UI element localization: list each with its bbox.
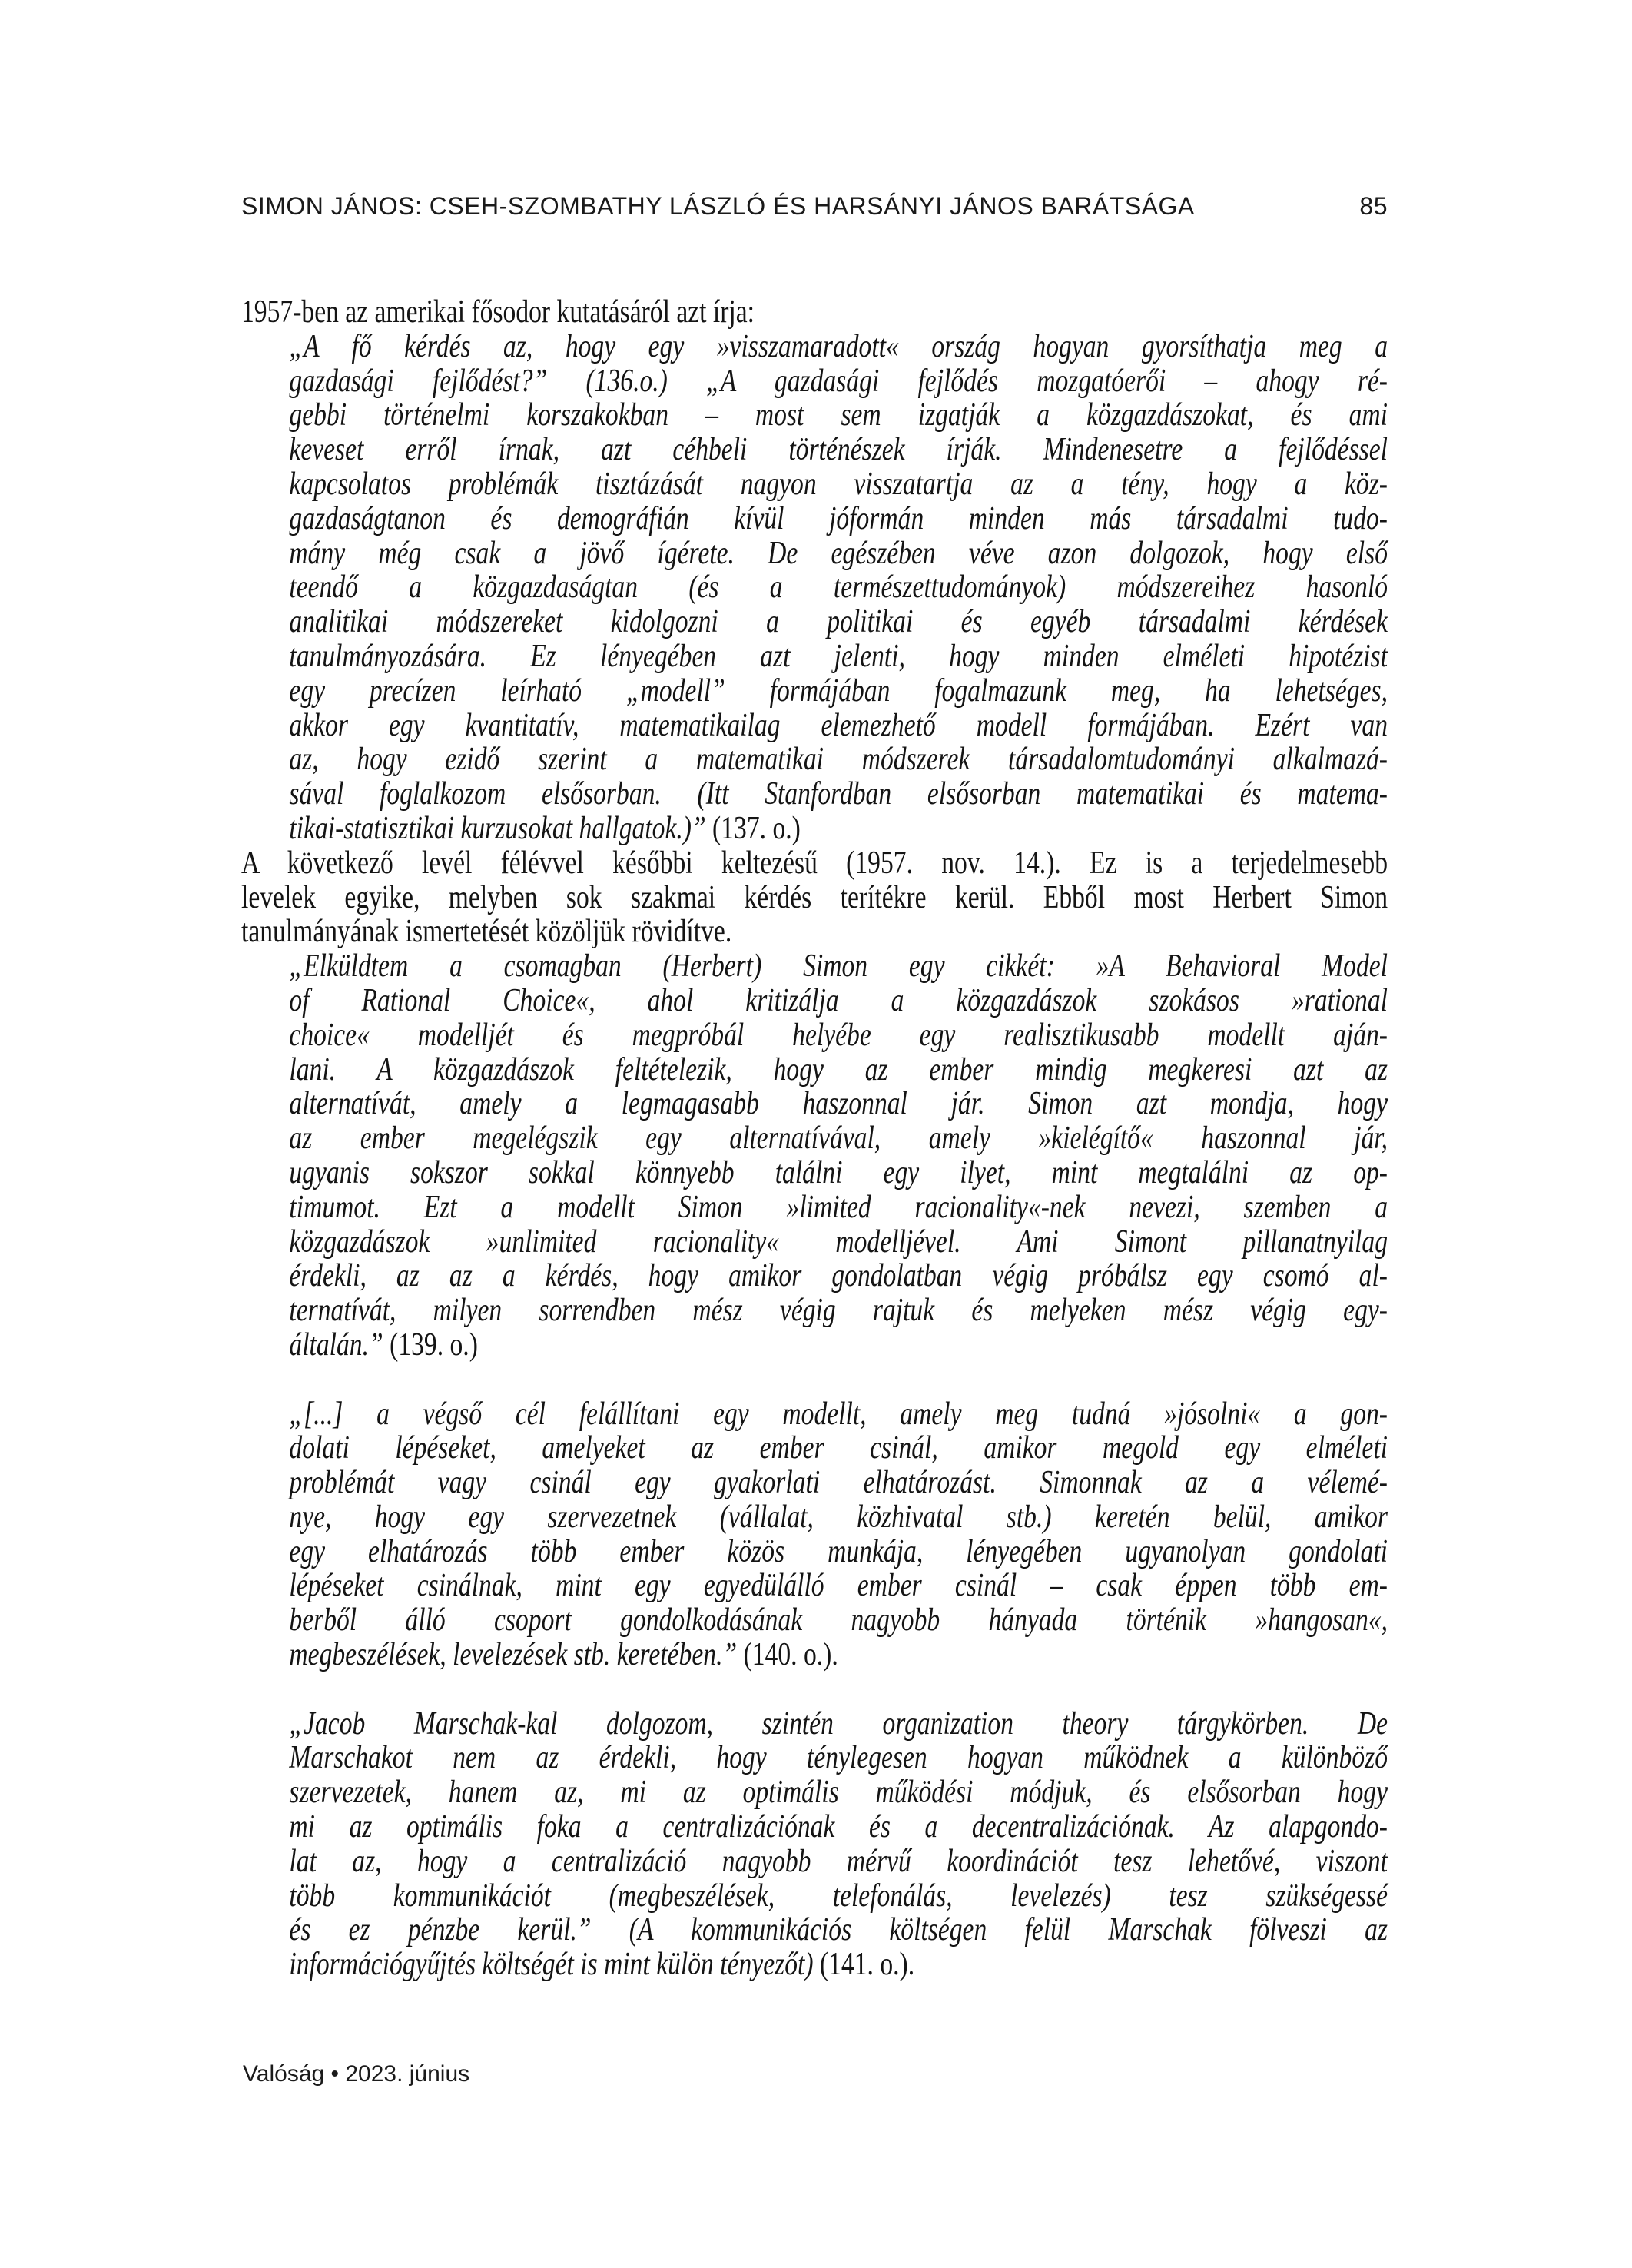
- text-segment: kapcsolatos problémák tisztázását nagyon visszatartja az a tény, hogy a köz-: [289, 466, 1388, 502]
- text-segment: közgazdászok »unlimited racionality« modelljével. Ami Simont pillanatnyilag: [289, 1224, 1388, 1260]
- text-segment: nye, hogy egy szervezetnek (vállalat, közhivatal stb.) keretén belül, amikor: [289, 1499, 1388, 1535]
- text-line: [289, 364, 1388, 399]
- text-segment: gebbi történelmi korszakokban – most sem izgatják a közgazdászokat, és ami: [289, 397, 1388, 433]
- text-segment: tanulmányozására. Ez lényegében azt jelenti, hogy minden elméleti hipotézist: [289, 638, 1388, 674]
- page-reference: (140. o.).: [743, 1637, 838, 1673]
- text-line: [289, 605, 1388, 639]
- text-line: [289, 1293, 1388, 1328]
- text-line: [289, 1225, 1388, 1260]
- text-segment: mi az optimális foka a centralizációnak és a decentralizációnak. Az alapgondo-: [289, 1809, 1388, 1845]
- text-line: [289, 398, 1388, 433]
- text-line: [289, 639, 1388, 674]
- text-segment: információgyűjtés költségét is mint külön tényezőt): [289, 1947, 820, 1983]
- text-segment: alternatívát, amely a legmagasabb haszonnal jár. Simon azt mondja, hogy: [289, 1086, 1388, 1122]
- text-segment: általán.”: [289, 1327, 390, 1363]
- text-segment: lani. A közgazdászok feltételezik, hogy az ember mindig megkeresi azt az: [289, 1051, 1388, 1088]
- text-segment: gazdasági fejlődést?” (136.o.) „A gazdasági fejlődés mozgatóerői – ahogy ré-: [289, 363, 1388, 399]
- text-line: [289, 709, 1388, 743]
- running-header: [241, 192, 1388, 221]
- text-segment: „Jacob Marschak-kal dolgozom, szintén organization theory tárgykörben. De: [289, 1705, 1388, 1742]
- text-segment: tikai-statisztikai kurzusokat hallgatok.)”: [289, 810, 713, 846]
- quoted-letter-excerpt: [241, 330, 1388, 846]
- text-line: [289, 1913, 1388, 1948]
- text-line: [289, 502, 1388, 536]
- footer-text: Valóság • 2023. június: [243, 2061, 470, 2087]
- text-line: [289, 1190, 1388, 1225]
- text-line: [289, 1845, 1388, 1879]
- text-line: [241, 881, 1388, 915]
- text-segment: és ez pénzbe kerül.” (A kommunikációs költségen felül Marschak fölveszi az: [289, 1912, 1388, 1948]
- text-line: [289, 1500, 1388, 1535]
- text-segment: több kommunikációt (megbeszélések, telefonálás, levelezés) tesz szükségessé: [289, 1878, 1388, 1914]
- quoted-letter-excerpt: [241, 1397, 1388, 1672]
- text-segment: analitikai módszereket kidolgozni a politikai és egyéb társadalmi kérdések: [289, 604, 1388, 640]
- text-line: [289, 1087, 1388, 1121]
- text-block: [241, 295, 1388, 1982]
- quoted-letter-excerpt: [241, 1707, 1388, 1982]
- text-segment: az, hogy ezidő szerint a matematikai módszerek társadalomtudományi alkalmazá-: [289, 742, 1388, 778]
- text-segment: tanulmányának ismertetését közöljük rövidítve.: [241, 914, 732, 950]
- text-line: [289, 1569, 1388, 1603]
- text-line: [241, 295, 1388, 330]
- text-line: [289, 433, 1388, 467]
- text-segment: „Elküldtem a csomagban (Herbert) Simon egy cikkét: »A Behavioral Model: [289, 948, 1388, 985]
- running-footer: [243, 2061, 469, 2087]
- text-line: [289, 1707, 1388, 1742]
- text-line: [289, 742, 1388, 777]
- text-segment: A következő levél félévvel későbbi keltezésű (1957. nov. 14.). Ez is a terjedelmesebb: [241, 845, 1388, 881]
- text-segment: dolati lépéseket, amelyeket az ember csinál, amikor megold egy elméleti: [289, 1430, 1388, 1466]
- text-segment: érdekli, az az a kérdés, hogy amikor gondolatban végig próbálsz egy csomó al-: [289, 1258, 1388, 1294]
- text-line: [289, 1741, 1388, 1775]
- page-number: 85: [1359, 192, 1388, 220]
- text-segment: sával foglalkozom elsősorban. (Itt Stanfordban elsősorban matematikai és matema-: [289, 776, 1388, 812]
- text-segment: megbeszélések, levelezések stb. keretében.”: [289, 1637, 744, 1673]
- text-line: [289, 570, 1388, 605]
- paragraph-gap: [241, 1672, 1388, 1707]
- page-reference: (137. o.): [712, 810, 801, 846]
- text-segment: lépéseket csinálnak, mint egy egyedülálló ember csinál – csak éppen több em-: [289, 1568, 1388, 1604]
- text-line: [289, 812, 1388, 846]
- text-segment: choice« modelljét és megpróbál helyébe egy realisztikusabb modellt aján-: [289, 1017, 1388, 1053]
- page-body: [241, 295, 1388, 1982]
- text-line: [289, 467, 1388, 502]
- text-line: [289, 1259, 1388, 1293]
- text-segment: szervezetek, hanem az, mi az optimális működési módjuk, és elsősorban hogy: [289, 1775, 1388, 1811]
- text-segment: of Rational Choice«, ahol kritizálja a közgazdászok szokásos »rational: [289, 982, 1388, 1018]
- text-line: [289, 1018, 1388, 1053]
- text-segment: Marschakot nem az érdekli, hogy ténylegesen hogyan működnek a különböző: [289, 1740, 1388, 1776]
- body-paragraph: [241, 295, 1388, 330]
- header-title: SIMON JÁNOS: CSEH-SZOMBATHY LÁSZLÓ ÉS HARSÁNYI JÁNOS BARÁTSÁGA: [241, 192, 1195, 220]
- text-segment: berből álló csoport gondolkodásának nagyobb hányada történik »hangosan«,: [289, 1602, 1388, 1639]
- text-segment: keveset erről írnak, azt céhbeli történészek írják. Mindenesetre a fejlődéssel: [289, 432, 1388, 468]
- text-line: [289, 1535, 1388, 1569]
- text-line: [289, 1053, 1388, 1088]
- text-line: [289, 984, 1388, 1018]
- text-segment: 1957-ben az amerikai fősodor kutatásáról azt írja:: [241, 294, 755, 330]
- page-reference: (139. o.): [390, 1327, 478, 1363]
- text-line: [289, 1121, 1388, 1156]
- text-segment: akkor egy kvantitatív, matematikailag elemezhető modell formájában. Ezért van: [289, 707, 1388, 743]
- text-segment: levelek egyike, melyben sok szakmai kérdés terítékre kerül. Ebből most Herbert Simon: [241, 879, 1388, 915]
- text-segment: az ember megelégszik egy alternatívával, amely »kielégítő« haszonnal jár,: [289, 1121, 1388, 1157]
- quoted-letter-excerpt: [241, 949, 1388, 1363]
- text-segment: egy elhatározás több ember közös munkája, lényegében ugyanolyan gondolati: [289, 1533, 1388, 1569]
- text-segment: teendő a közgazdaságtan (és a természettudományok) módszereihez hasonló: [289, 569, 1388, 606]
- text-line: [289, 1638, 1388, 1672]
- page-reference: (141. o.).: [819, 1947, 915, 1983]
- text-line: [289, 330, 1388, 364]
- text-segment: timumot. Ezt a modellt Simon »limited racionality«-nek nevezi, szemben a: [289, 1189, 1388, 1225]
- text-line: [289, 1431, 1388, 1466]
- text-line: [289, 1775, 1388, 1810]
- text-segment: egy precízen leírható „modell” formájában fogalmazunk meg, ha lehetséges,: [289, 672, 1388, 709]
- text-line: [289, 949, 1388, 984]
- text-line: [289, 536, 1388, 571]
- text-segment: ugyanis sokszor sokkal könnyebb találni egy ilyet, mint megtalálni az op-: [289, 1154, 1388, 1190]
- text-line: [241, 915, 1388, 949]
- text-line: [289, 1156, 1388, 1190]
- paragraph-gap: [241, 1363, 1388, 1397]
- text-line: [289, 1603, 1388, 1638]
- text-segment: „A fő kérdés az, hogy egy »visszamaradott« ország hogyan gyorsíthatja meg a: [289, 328, 1388, 364]
- body-paragraph: [241, 846, 1388, 949]
- text-line: [289, 777, 1388, 812]
- text-line: [241, 846, 1388, 881]
- text-segment: ternatívát, milyen sorrendben mész végig rajtuk és melyeken mész végig egy-: [289, 1293, 1388, 1329]
- text-segment: gazdaságtanon és demográfián kívül jóformán minden más társadalmi tudo-: [289, 500, 1388, 536]
- text-line: [289, 1466, 1388, 1500]
- text-line: [289, 1328, 1388, 1363]
- text-line: [289, 1397, 1388, 1432]
- text-segment: problémát vagy csinál egy gyakorlati elhatározást. Simonnak az a vélemé-: [289, 1465, 1388, 1501]
- text-segment: lat az, hogy a centralizáció nagyobb mérvű koordinációt tesz lehetővé, viszont: [289, 1843, 1388, 1879]
- text-line: [289, 1810, 1388, 1845]
- text-segment: „[...] a végső cél felállítani egy modellt, amely meg tudná »jósolni« a gon-: [289, 1396, 1388, 1432]
- text-line: [289, 1879, 1388, 1914]
- text-line: [289, 1948, 1388, 1982]
- text-line: [289, 674, 1388, 709]
- text-segment: mány még csak a jövő ígérete. De egészében véve azon dolgozok, hogy első: [289, 535, 1388, 571]
